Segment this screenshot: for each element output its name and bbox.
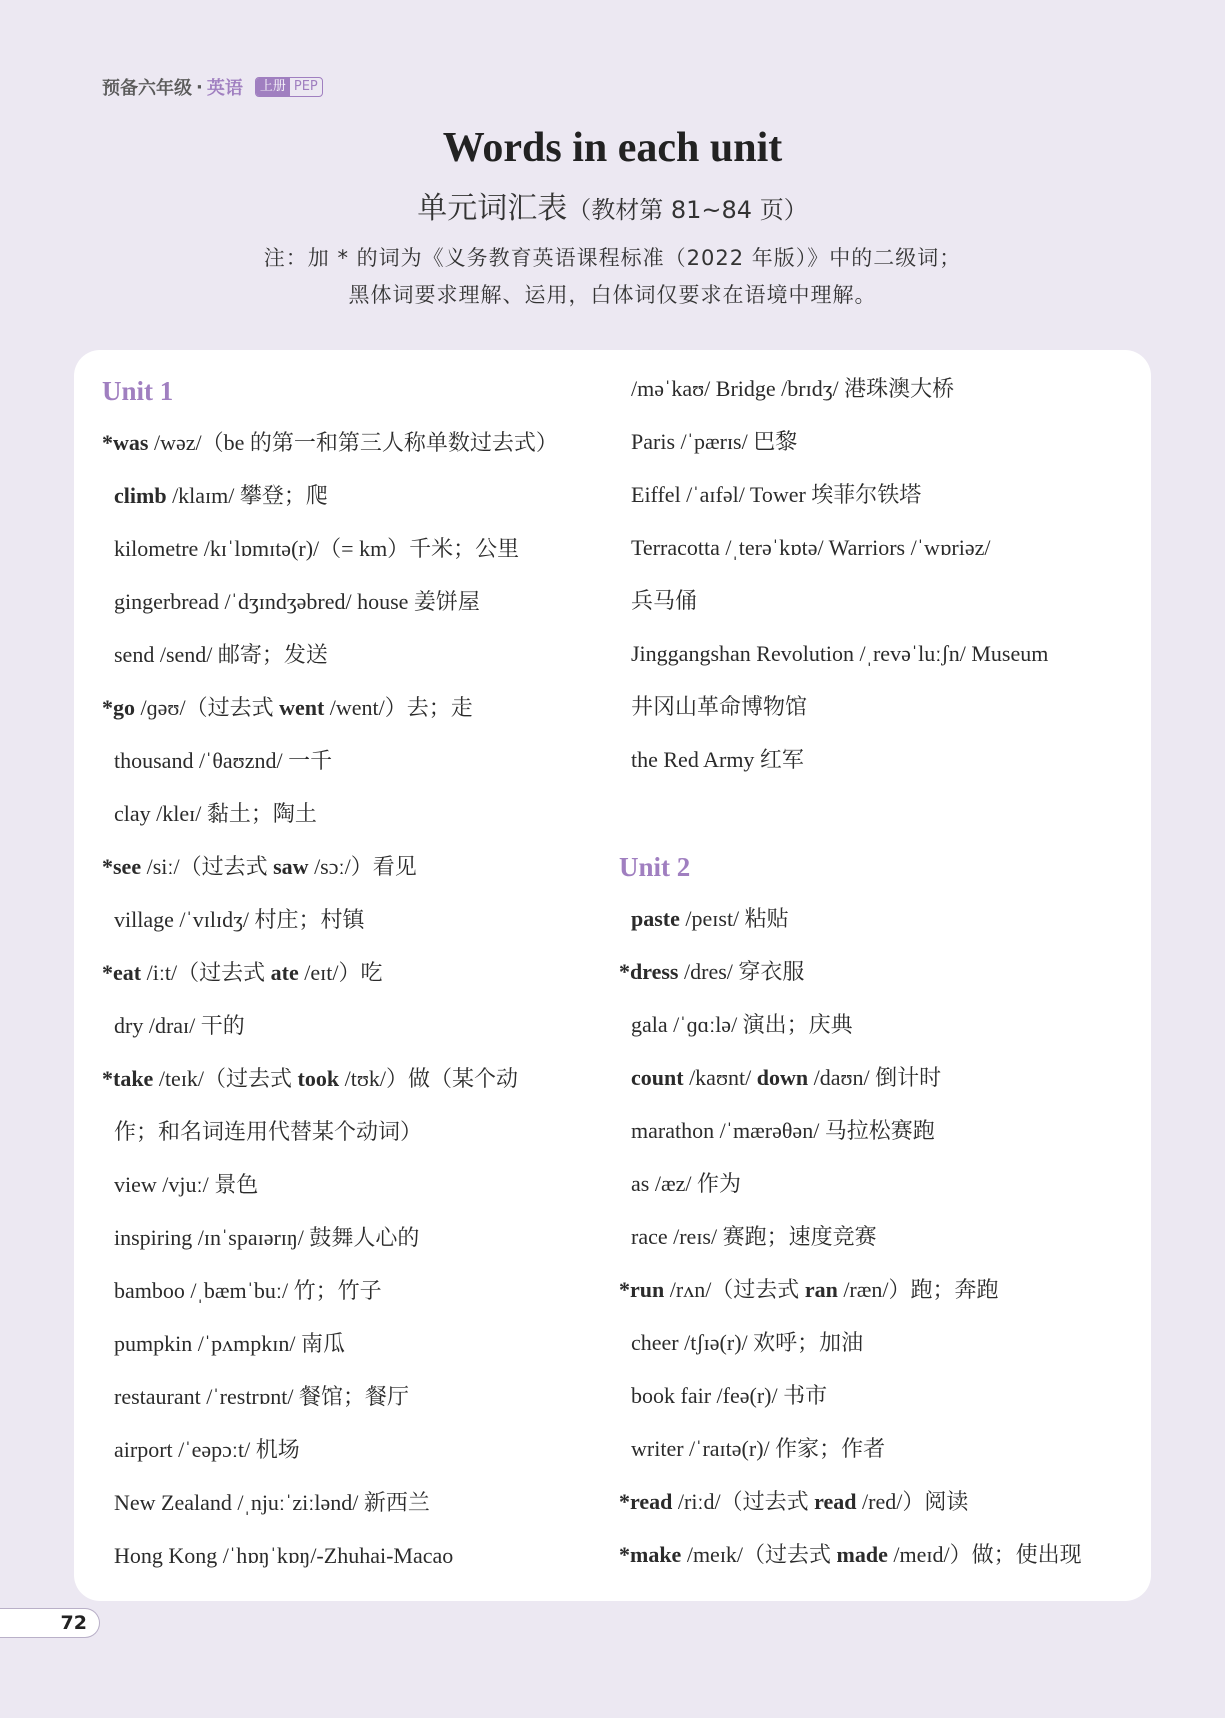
entry-text: inspiring /ɪnˈspaɪərɪŋ/ 鼓舞人心的 (114, 1225, 420, 1250)
entry-text: /ræn/）跑；奔跑 (837, 1277, 999, 1302)
entry-text: /sɔː/）看见 (308, 854, 417, 879)
vocab-entry (102, 481, 328, 511)
vocab-entry (102, 1541, 453, 1571)
vocab-entry (102, 799, 317, 829)
vocab-entry (619, 1434, 885, 1464)
entry-text: gingerbread /ˈdʒɪndʒəbred/ house 姜饼屋 (114, 589, 480, 614)
book-header (102, 74, 323, 100)
entry-text: /peɪst/ 粘贴 (679, 906, 789, 931)
entry-text: /wəz/（be 的第一和第三人称单数过去式） (148, 430, 558, 455)
page-title: Words in each unit (442, 125, 783, 171)
vocab-entry (619, 1487, 968, 1517)
entry-text: /riːd/（过去式 (672, 1489, 815, 1514)
unit-heading: Unit 2 (619, 852, 691, 882)
headword: climb (114, 483, 167, 508)
vocab-entry (619, 1169, 741, 1199)
entry-text: village /ˈvɪlɪdʒ/ 村庄；村镇 (114, 907, 365, 932)
entry-text: /went/）去；走 (324, 695, 473, 720)
vocab-entry (102, 1117, 422, 1147)
headword-form: read (814, 1489, 857, 1514)
edition-badge (255, 77, 323, 97)
note-line-1: 注：加 * 的词为《义务教育英语课程标准（2022 年版）》中的二级词； (263, 246, 962, 270)
vocab-entry (619, 1381, 827, 1411)
subject-label: 英语 (206, 78, 243, 99)
page-number: 72 (0, 1608, 100, 1638)
vocab-entry (619, 374, 954, 404)
vocab-entry (102, 534, 519, 564)
entry-text: pumpkin /ˈpʌmpkɪn/ 南瓜 (114, 1331, 346, 1356)
vocab-entry (102, 640, 328, 670)
vocab-entry (102, 1276, 382, 1306)
vocab-entry (619, 904, 789, 934)
star-marker: * (102, 1066, 113, 1091)
headword: was (113, 430, 149, 455)
entry-text: 兵马俑 (631, 588, 698, 613)
headword-form: took (297, 1066, 340, 1091)
vocab-entry (619, 1063, 941, 1093)
vocab-entry (102, 428, 558, 458)
vocab-entry (102, 852, 417, 882)
header-dot: · (196, 76, 203, 98)
page-subtitle (0, 183, 1225, 227)
entry-text: /iːt/（过去式 (141, 960, 271, 985)
vocab-entry (619, 1275, 999, 1305)
entry-text: Jinggangshan Revolution /ˌrevəˈluːʃn/ Museum (631, 641, 1049, 666)
vocab-entry (102, 1064, 518, 1094)
entry-text: Terracotta /ˌterəˈkɒtə/ Warriors /ˈwɒriəz/ (631, 535, 991, 560)
headword-form: down (756, 1065, 809, 1090)
entry-text: /kaʊnt/ (683, 1065, 757, 1090)
star-marker: * (619, 1489, 630, 1514)
entry-text: /eɪt/）吃 (298, 960, 383, 985)
vocab-entry (619, 1116, 935, 1146)
vocab-entry (619, 1328, 863, 1358)
entry-text: thousand /ˈθaʊznd/ 一千 (114, 748, 333, 773)
entry-text: Eiffel /ˈaɪfəl/ Tower 埃菲尔铁塔 (631, 482, 922, 507)
entry-text: /dres/ 穿衣服 (678, 959, 805, 984)
star-marker: * (619, 959, 630, 984)
entry-text: /meɪk/（过去式 (681, 1542, 837, 1567)
entry-text: kilometre /kɪˈlɒmɪtə(r)/（= km）千米；公里 (114, 536, 520, 561)
headword: go (113, 695, 135, 720)
vocab-entry (619, 639, 1048, 669)
headword: dress (630, 959, 679, 984)
note (0, 240, 1225, 314)
entry-text: clay /kleɪ/ 黏土；陶土 (114, 801, 317, 826)
vocab-entry (619, 692, 807, 722)
entry-text: /siː/（过去式 (141, 854, 274, 879)
vocab-entry (619, 480, 921, 510)
vocab-entry (102, 958, 382, 988)
grade-label: 预备六年级 (102, 78, 192, 99)
entry-text: marathon /ˈmærəθən/ 马拉松赛跑 (631, 1118, 935, 1143)
vocab-entry (619, 427, 797, 457)
entry-text: writer /ˈraɪtə(r)/ 作家；作者 (631, 1436, 886, 1461)
star-marker: * (102, 854, 113, 879)
entry-text: as /æz/ 作为 (631, 1171, 741, 1196)
vocab-entry (102, 1435, 300, 1465)
vocabulary-card (74, 350, 1151, 1601)
subtitle-paren: （教材第 81~84 页） (567, 196, 808, 224)
vocab-entry (619, 533, 991, 563)
vocab-entry (102, 587, 480, 617)
vocab-entry (102, 1170, 258, 1200)
entry-text: the Red Army 红军 (631, 747, 804, 772)
entry-text: Paris /ˈpærɪs/ 巴黎 (631, 429, 798, 454)
entry-text: /ɡəʊ/（过去式 (135, 695, 280, 720)
entry-text: /tʊk/）做（某个动 (339, 1066, 519, 1091)
entry-text: 井冈山革命博物馆 (631, 694, 808, 719)
headword: paste (631, 906, 680, 931)
headword-form: ate (270, 960, 299, 985)
star-marker: * (619, 1542, 630, 1567)
vocab-entry (102, 1223, 419, 1253)
entry-text: /məˈkaʊ/ Bridge /brɪdʒ/ 港珠澳大桥 (631, 376, 955, 401)
entry-text: bamboo /ˌbæmˈbuː/ 竹；竹子 (114, 1278, 382, 1303)
entry-text: airport /ˈeəpɔːt/ 机场 (114, 1437, 300, 1462)
vocab-entry (102, 905, 365, 935)
entry-text: Hong Kong /ˈhɒŋˈkɒŋ/-Zhuhai-Macao (114, 1543, 454, 1568)
vocab-entry (102, 1329, 345, 1359)
vocab-entry (619, 1010, 853, 1040)
edition-label: PEP (293, 79, 318, 94)
entry-text: gala /ˈɡɑːlə/ 演出；庆典 (631, 1012, 853, 1037)
entry-text: /daʊn/ 倒计时 (808, 1065, 942, 1090)
entry-text: dry /draɪ/ 干的 (114, 1013, 245, 1038)
headword: make (630, 1542, 682, 1567)
entry-text: New Zealand /ˌnjuːˈziːlənd/ 新西兰 (114, 1490, 430, 1515)
vocab-entry (102, 693, 473, 723)
headword: run (630, 1277, 665, 1302)
entry-text: /klaɪm/ 攀登；爬 (166, 483, 328, 508)
vocab-entry (619, 586, 697, 616)
headword-form: went (279, 695, 325, 720)
vocab-entry (102, 746, 332, 776)
entry-text: view /vjuː/ 景色 (114, 1172, 259, 1197)
star-marker: * (102, 430, 113, 455)
headword-form: ran (804, 1277, 838, 1302)
vocab-entry (619, 1540, 1082, 1570)
headword-form: saw (273, 854, 309, 879)
entry-text: /rʌn/（过去式 (664, 1277, 805, 1302)
vocab-entry (619, 1222, 877, 1252)
volume-label: 上册 (256, 78, 290, 96)
subtitle-main: 单元词汇表 (417, 191, 568, 226)
note-line-2: 黑体词要求理解、运用，白体词仅要求在语境中理解。 (348, 283, 877, 307)
entry-text: send /send/ 邮寄；发送 (114, 642, 328, 667)
entry-text: race /reɪs/ 赛跑；速度竞赛 (631, 1224, 877, 1249)
vocab-entry (102, 1382, 409, 1412)
entry-text: /meɪd/）做；使出现 (887, 1542, 1082, 1567)
headword: count (631, 1065, 684, 1090)
star-marker: * (102, 695, 113, 720)
entry-text: book fair /feə(r)/ 书市 (631, 1383, 828, 1408)
headword: take (113, 1066, 154, 1091)
entry-text: cheer /tʃɪə(r)/ 欢呼；加油 (631, 1330, 864, 1355)
headword-form: made (836, 1542, 888, 1567)
vocab-entry (102, 1011, 245, 1041)
entry-text: /red/）阅读 (856, 1489, 969, 1514)
vocab-entry (102, 1488, 430, 1518)
entry-text: 作；和名词连用代替某个动词） (114, 1119, 423, 1144)
vocab-entry (619, 745, 804, 775)
star-marker: * (619, 1277, 630, 1302)
headword: read (630, 1489, 673, 1514)
headword: eat (113, 960, 142, 985)
vocab-entry (619, 957, 804, 987)
headword: see (113, 854, 142, 879)
entry-text: /teɪk/（过去式 (153, 1066, 298, 1091)
star-marker: * (102, 960, 113, 985)
unit-heading: Unit 1 (102, 376, 174, 406)
entry-text: restaurant /ˈrestrɒnt/ 餐馆；餐厅 (114, 1384, 409, 1409)
